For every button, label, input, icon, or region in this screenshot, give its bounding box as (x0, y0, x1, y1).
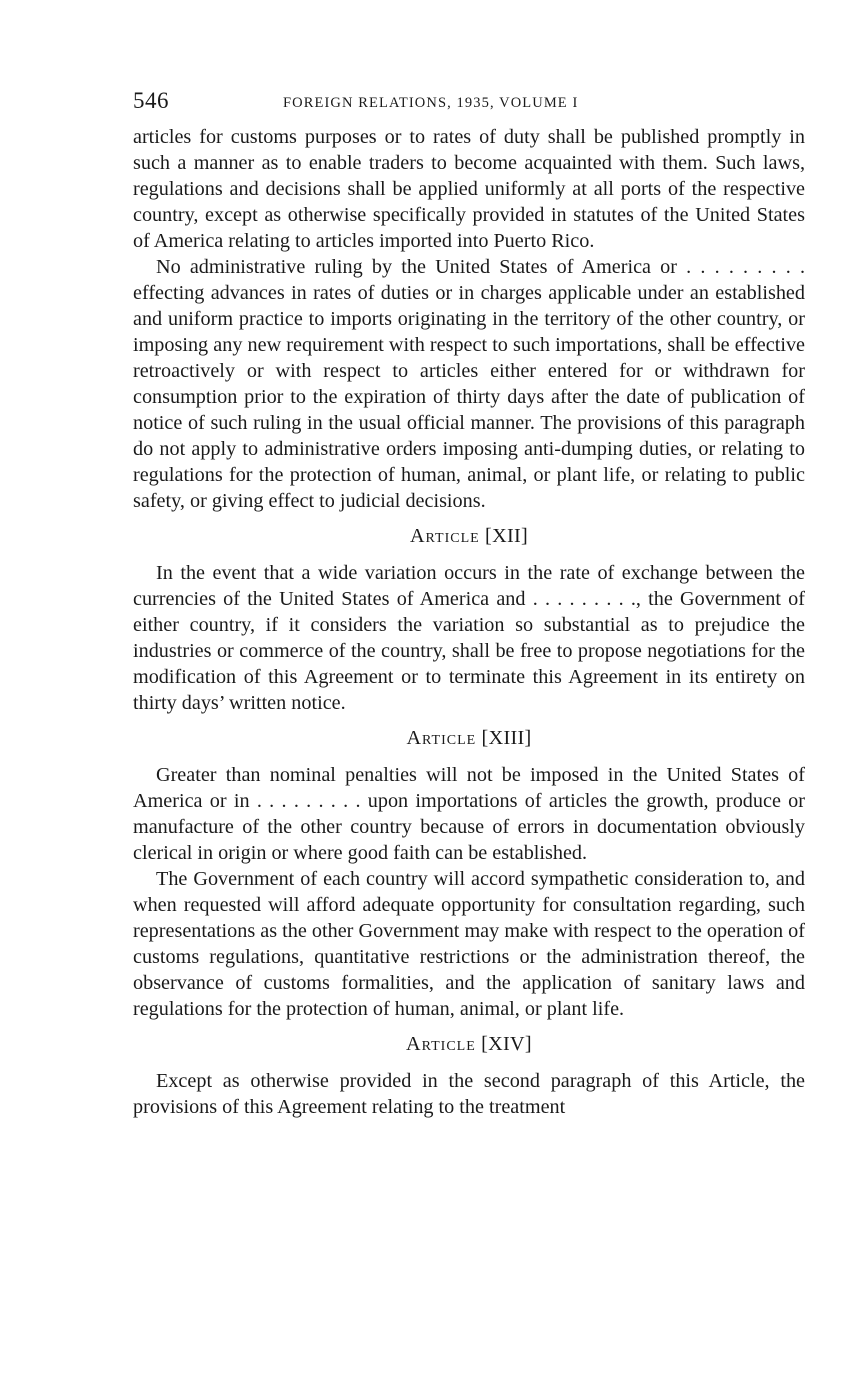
paragraph-treatment-provisions: Except as otherwise provided in the second paragraph of this Article, the provisions of this Agreement relating to the treatment (133, 1070, 805, 1118)
page-number: 546 (133, 88, 169, 113)
article-label: Article (409, 525, 480, 547)
paragraph-customs-publication: articles for customs purposes or to rates of duty shall be published promptly in such a manner as to enable traders to become acquainted with them. Such laws, regulations and decisions shall be applied uniformly at all ports of the respective country, except as otherwise specifically provided in statutes of the United States of America relating to articles imported into Puerto Rico. (133, 126, 805, 252)
article-label: Article (406, 727, 477, 749)
article-number: [XIII] (481, 727, 532, 749)
running-head (133, 86, 805, 124)
article-heading-xii (133, 523, 805, 549)
paragraph-sympathetic-consideration: The Government of each country will accord sympathetic consideration to, and when requested will afford adequate opportunity for consultation regarding, such representations as the other Government may make with respect to the operation of customs regulations, quantitative restrictions or the administration thereof, the observance of customs formalities, and the application of sanitary laws and regulations for the protection of human, animal, or plant life. (133, 868, 805, 1020)
article-heading-xiv (133, 1031, 805, 1057)
paragraph-exchange-variation: In the event that a wide variation occurs in the rate of exchange between the currencies of the United States of America and . . . . . . . . ., the Government of either country, if it considers the variation so substantial as to prejudice the industries or commerce of the country, shall be free to propose negotiations for the modification of this Agreement or to terminate this Agreement in its entirety on thirty days’ written notice. (133, 562, 805, 714)
paragraph-nominal-penalties: Greater than nominal penalties will not be imposed in the United States of America or in . . . . . . . . . upon importations of articles the growth, produce or manufacture of the other country because of errors in documentation obviously clerical in origin or where good faith can be established. (133, 764, 805, 864)
article-heading-xiii (133, 725, 805, 751)
running-title: FOREIGN RELATIONS, 1935, VOLUME I (283, 95, 579, 111)
document-page (133, 86, 805, 1120)
article-number: [XIV] (481, 1033, 532, 1055)
article-label: Article (406, 1033, 476, 1055)
article-number: [XII] (485, 525, 529, 547)
paragraph-administrative-ruling: No administrative ruling by the United States of America or . . . . . . . . . effecting advances in rates of duties or in charges applicable under an established and uniform practice to imports originating in the territory of the other country, or imposing any new requirement with respect to such importations, shall be effective retroactively or with respect to articles either entered for or withdrawn for consumption prior to the expiration of thirty days after the date of publication of notice of such ruling in the usual official manner. The provisions of this paragraph do not apply to administrative orders imposing anti-dumping duties, or relating to regulations for the protection of human, animal, or plant life, or relating to public safety, or giving effect to judicial decisions. (133, 256, 805, 512)
